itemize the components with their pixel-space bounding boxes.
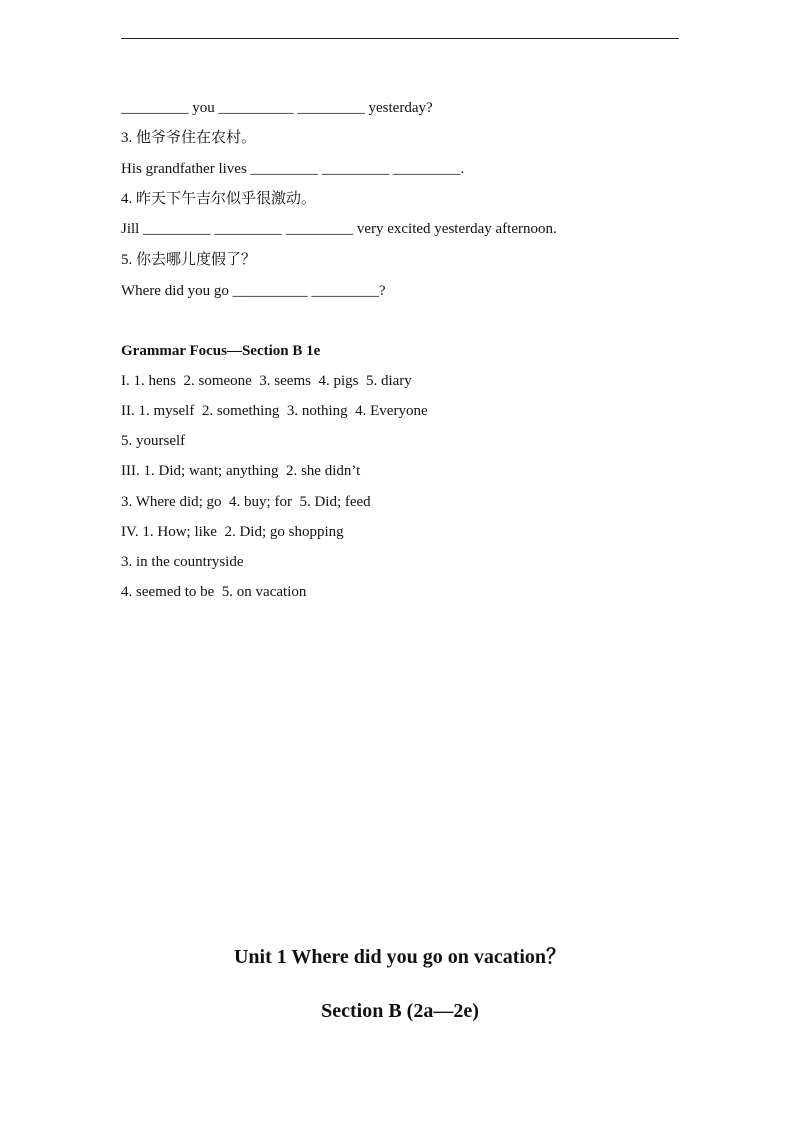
answer-line: I. 1. hens 2. someone 3. seems 4. pigs 5. diary bbox=[121, 373, 412, 389]
exercise-prompt-4: 4. 昨天下午吉尔似乎很激动。 bbox=[121, 191, 317, 207]
exercise-line-4: Jill _________ _________ _________ very excited yesterday afternoon. bbox=[121, 221, 557, 237]
answer-line: 4. seemed to be 5. on vacation bbox=[121, 584, 307, 600]
exercise-prompt-5: 5. 你去哪儿度假了？ bbox=[121, 252, 257, 268]
unit-title: Unit 1 Where did you go on vacation？ bbox=[233, 946, 567, 968]
answer-line: IV. 1. How; like 2. Did; go shopping bbox=[121, 524, 344, 540]
exercise-line-5: Where did you go __________ _________? bbox=[121, 283, 386, 299]
header-rule bbox=[121, 38, 679, 39]
answer-line: 3. in the countryside bbox=[121, 554, 244, 570]
section-title: Section B (2a—2e) bbox=[321, 1000, 479, 1022]
answer-line: II. 1. myself 2. something 3. nothing 4. Everyone bbox=[121, 403, 428, 419]
answer-line: 5. yourself bbox=[121, 433, 186, 449]
answer-line: III. 1. Did; want; anything 2. she didn’t bbox=[121, 463, 361, 479]
exercise-line-1: _________ you __________ _________ yesterday? bbox=[121, 100, 433, 116]
exercise-prompt-3: 3. 他爷爷住在农村。 bbox=[121, 130, 257, 146]
answers-heading: Grammar Focus—Section B 1e bbox=[121, 343, 321, 359]
exercise-line-3: His grandfather lives _________ _________ _________. bbox=[121, 161, 465, 177]
answer-line: 3. Where did; go 4. buy; for 5. Did; feed bbox=[121, 494, 371, 510]
